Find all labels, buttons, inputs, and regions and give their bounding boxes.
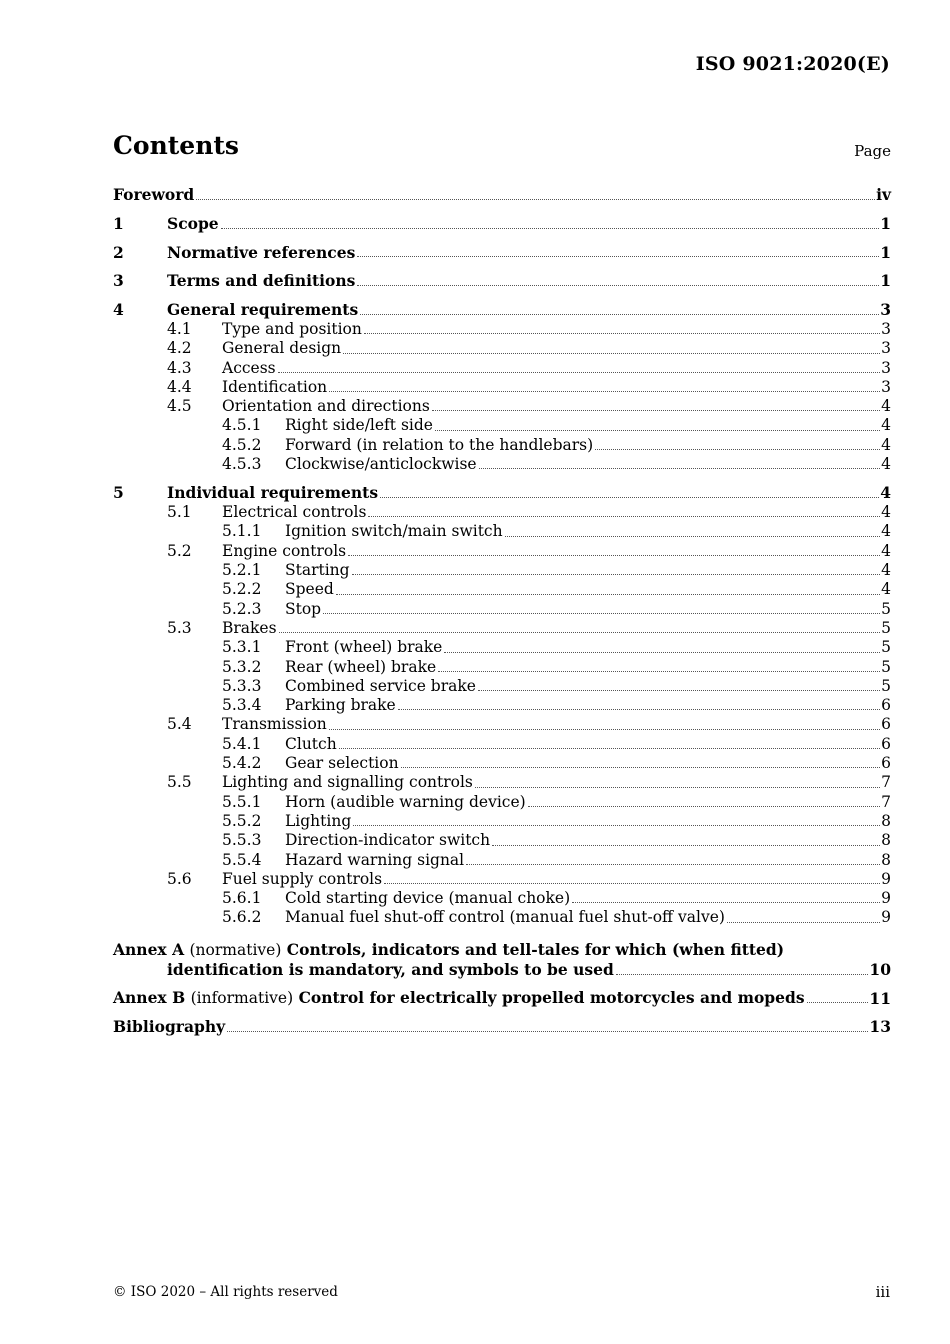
- toc-entry-title: Cold starting device (manual choke): [285, 889, 571, 908]
- dot-leader: [384, 882, 880, 884]
- toc-entry-page: 6: [881, 734, 891, 753]
- toc-entry-title: Ignition switch/main switch: [285, 522, 503, 541]
- toc-entry[interactable]: [113, 851, 891, 870]
- dot-leader: [357, 284, 879, 286]
- toc-entry-title: Terms and definitions: [167, 271, 356, 291]
- toc-entry[interactable]: [113, 214, 891, 234]
- dot-leader: [364, 332, 880, 334]
- dot-leader: [278, 371, 880, 373]
- toc-entry-page: 4: [881, 503, 891, 522]
- dot-leader: [807, 1001, 869, 1003]
- toc-entry-page: 4: [881, 580, 891, 599]
- toc-entry-title: Hazard warning signal: [285, 850, 465, 869]
- dot-leader: [227, 1030, 868, 1032]
- toc-entry-title: Transmission: [222, 715, 327, 734]
- toc-entry[interactable]: [113, 696, 891, 715]
- dot-leader: [475, 786, 880, 788]
- toc-entry-title: Scope: [167, 213, 219, 233]
- document-reference: ISO 9021:2020(E): [695, 53, 890, 75]
- dot-leader: [492, 844, 880, 846]
- dot-leader: [329, 728, 880, 730]
- toc-entry-page: 4: [881, 435, 891, 454]
- dot-leader: [353, 824, 880, 826]
- toc-entry[interactable]: [113, 908, 891, 927]
- toc-entry-title: Speed: [285, 580, 334, 599]
- toc-entry-title: Electrical controls: [222, 503, 367, 522]
- toc-entry-title: Parking brake: [285, 696, 396, 715]
- toc-entry-page: iv: [876, 185, 891, 204]
- toc-entry[interactable]: [113, 773, 891, 792]
- dot-leader: [444, 651, 880, 653]
- toc-entry-title: Rear (wheel) brake: [285, 657, 437, 676]
- toc-entry-title: Gear selection: [285, 754, 399, 773]
- dot-leader: [528, 805, 880, 807]
- toc-entry-title: Direction-indicator switch: [285, 831, 491, 850]
- toc-entry-page: 4: [881, 541, 891, 560]
- annex-title: Controls, indicators and tell-tales for which (when fitted): [286, 939, 785, 959]
- footer-copyright: © ISO 2020 – All rights reserved: [113, 1284, 338, 1300]
- toc-entry[interactable]: [113, 243, 891, 263]
- toc-entry[interactable]: [113, 715, 891, 734]
- toc-entry[interactable]: [113, 831, 891, 850]
- toc-entry[interactable]: [113, 658, 891, 677]
- bibliography-title: Bibliography: [113, 1017, 226, 1037]
- toc-entry-page: 5: [881, 657, 891, 676]
- toc-entry-number: 4.2: [167, 339, 192, 358]
- toc-entry[interactable]: [113, 638, 891, 657]
- toc-entry-page: 6: [881, 715, 891, 734]
- toc-entry-title: Horn (audible warning device): [285, 792, 526, 811]
- toc-entry-number: 4.4: [167, 377, 192, 396]
- toc-entry-page: 8: [881, 850, 891, 869]
- toc-entry-number: 5.1.1: [222, 522, 262, 541]
- toc-entry[interactable]: [113, 542, 891, 561]
- toc-entry-page: 10: [869, 960, 891, 980]
- toc-entry[interactable]: [113, 503, 891, 522]
- toc-entry[interactable]: [113, 271, 891, 291]
- dot-leader: [479, 467, 881, 469]
- toc-entry-number: 5.4: [167, 715, 192, 734]
- toc-entry[interactable]: [113, 359, 891, 378]
- annex-a-line1: [113, 940, 891, 961]
- dot-leader: [478, 689, 880, 691]
- dot-leader: [466, 863, 880, 865]
- toc-entry-page: 8: [881, 831, 891, 850]
- toc-entry[interactable]: [113, 483, 891, 503]
- annex-label: Annex B: [113, 987, 186, 1007]
- toc-entry-number: 4: [113, 300, 124, 320]
- toc-entry-number: 5.3.1: [222, 638, 262, 657]
- toc-entry-title: Identification: [222, 377, 328, 396]
- toc-entry-number: 1: [113, 213, 124, 233]
- toc-entry-page: 5: [881, 618, 891, 637]
- toc-entry-page: 3: [881, 377, 891, 396]
- dot-leader: [398, 708, 880, 710]
- dot-leader: [380, 496, 879, 498]
- dot-leader: [221, 227, 880, 229]
- annex-b-heading: [113, 988, 805, 1009]
- toc-entry-number: 5.3.2: [222, 657, 262, 676]
- toc-entry-number: 5.2.1: [222, 561, 262, 580]
- annex-title: Control for electrically propelled motorcycles and mopeds: [298, 987, 805, 1007]
- toc-entry[interactable]: [113, 416, 891, 435]
- toc-entry-page: 1: [880, 213, 891, 233]
- dot-leader: [348, 554, 880, 556]
- page-column-label: Page: [854, 142, 891, 160]
- toc-entry-number: 5.4.1: [222, 734, 262, 753]
- dot-leader: [505, 535, 881, 537]
- dot-leader: [616, 973, 869, 975]
- toc-entry-page: 3: [881, 358, 891, 377]
- toc-entry[interactable]: [113, 793, 891, 812]
- toc-entry-title: Individual requirements: [167, 483, 379, 503]
- toc-entry[interactable]: [113, 455, 891, 474]
- annex-a-line2: [113, 960, 891, 980]
- toc-entry-page: 1: [880, 271, 891, 291]
- dot-leader: [196, 198, 875, 200]
- toc-entry-page: 11: [869, 988, 891, 1008]
- toc-entry-page: 3: [880, 300, 891, 320]
- toc-entry-page: 6: [881, 754, 891, 773]
- dot-leader: [279, 631, 881, 633]
- dot-leader: [339, 747, 880, 749]
- toc-annex-b[interactable]: [113, 989, 891, 1009]
- toc-entry-number: 5.5.4: [222, 850, 262, 869]
- toc-entry-number: 5.3: [167, 618, 192, 637]
- toc-entry-page: 4: [881, 416, 891, 435]
- toc-entry[interactable]: [113, 339, 891, 358]
- toc-entry-number: 5.1: [167, 503, 192, 522]
- toc-entry-title: Stop: [285, 599, 322, 618]
- toc-entry-page: 4: [881, 455, 891, 474]
- toc-entry-number: 4.3: [167, 358, 192, 377]
- toc-entry[interactable]: [113, 754, 891, 773]
- dot-leader: [368, 515, 880, 517]
- toc-entry-page: 13: [869, 1017, 891, 1037]
- toc-entry-title: General requirements: [167, 300, 359, 320]
- toc-entry-title: Access: [222, 358, 276, 377]
- dot-leader: [432, 409, 880, 411]
- dot-leader: [336, 593, 880, 595]
- toc-entry[interactable]: [113, 320, 891, 339]
- toc-entry-number: 2: [113, 242, 124, 262]
- toc-entry[interactable]: [113, 378, 891, 397]
- dot-leader: [435, 429, 880, 431]
- toc-entry-number: 4.5: [167, 397, 192, 416]
- dot-leader: [329, 390, 880, 392]
- dot-leader: [323, 612, 880, 614]
- toc-entry[interactable]: [113, 397, 891, 416]
- toc-entry-title: Brakes: [222, 618, 277, 637]
- toc-entry-number: 5.5.3: [222, 831, 262, 850]
- dot-leader: [343, 352, 880, 354]
- toc-entry-number: 5.4.2: [222, 754, 262, 773]
- toc-entry-page: 5: [881, 676, 891, 695]
- toc-entry-title: Normative references: [167, 242, 356, 262]
- toc-entry-title: Right side/left side: [285, 416, 433, 435]
- toc-entry-number: 5.2.2: [222, 580, 262, 599]
- toc-entry-number: 4.1: [167, 319, 192, 338]
- toc-annex-a[interactable]: [113, 940, 891, 980]
- dot-leader: [360, 313, 879, 315]
- toc-entry-title: Forward (in relation to the handlebars): [285, 435, 594, 454]
- toc-entry-page: 5: [881, 638, 891, 657]
- toc-entry-number: 5.6.2: [222, 908, 262, 927]
- toc-entry[interactable]: [113, 889, 891, 908]
- toc-entry-number: 3: [113, 271, 124, 291]
- toc-entry[interactable]: [113, 300, 891, 320]
- toc-entry-page: 4: [881, 397, 891, 416]
- toc-entry-page: 9: [881, 869, 891, 888]
- table-of-contents: [113, 185, 891, 1037]
- toc-entry-title: Type and position: [222, 319, 362, 338]
- toc-entry-title: Engine controls: [222, 541, 347, 560]
- toc-entry[interactable]: [113, 677, 891, 696]
- toc-entry-number: 5.6.1: [222, 889, 262, 908]
- toc-entry-page: 4: [881, 561, 891, 580]
- toc-entry[interactable]: [113, 619, 891, 638]
- toc-entry-number: 5.5: [167, 773, 192, 792]
- toc-entry[interactable]: [113, 600, 891, 619]
- toc-entry-title: General design: [222, 339, 342, 358]
- toc-entry[interactable]: [113, 436, 891, 455]
- toc-entry[interactable]: [113, 870, 891, 889]
- toc-entry-number: 4.5.3: [222, 455, 262, 474]
- annex-type: (normative): [189, 940, 282, 959]
- footer-page-number: iii: [875, 1283, 890, 1301]
- toc-entry-number: 5.2: [167, 541, 192, 560]
- contents-title: Contents: [113, 131, 240, 160]
- toc-entry[interactable]: [113, 522, 891, 541]
- toc-entry-title: Starting: [285, 561, 350, 580]
- toc-entry-title: Clockwise/anticlockwise: [285, 455, 477, 474]
- dot-leader: [438, 670, 880, 672]
- toc-entry-title: Lighting and signalling controls: [222, 773, 473, 792]
- toc-entry-title: Manual fuel shut-off control (manual fuel shut-off valve): [285, 908, 725, 927]
- toc-entry-page: 3: [881, 319, 891, 338]
- toc-entry-title: Fuel supply controls: [222, 869, 383, 888]
- toc-entry-number: 5.3.4: [222, 696, 262, 715]
- annex-title-cont: identification is mandatory, and symbols to be used: [167, 960, 614, 980]
- annex-type: (informative): [190, 988, 294, 1007]
- toc-entry-title: Combined service brake: [285, 676, 476, 695]
- toc-entry[interactable]: [113, 580, 891, 599]
- toc-entry-page: 1: [880, 242, 891, 262]
- dot-leader: [727, 921, 880, 923]
- dot-leader: [357, 255, 879, 257]
- toc-entry[interactable]: [113, 812, 891, 831]
- toc-entry-page: 9: [881, 908, 891, 927]
- toc-entry-title: Lighting: [285, 811, 352, 830]
- dot-leader: [572, 901, 880, 903]
- toc-entry-page: 7: [881, 773, 891, 792]
- dot-leader: [352, 573, 881, 575]
- toc-entry[interactable]: [113, 185, 891, 205]
- toc-entry-title: Clutch: [285, 734, 337, 753]
- toc-entry[interactable]: [113, 561, 891, 580]
- toc-bibliography[interactable]: [113, 1017, 891, 1037]
- annex-label: Annex A: [113, 939, 185, 959]
- toc-entry-number: 4.5.2: [222, 435, 262, 454]
- toc-entry-number: 5.6: [167, 869, 192, 888]
- toc-entry-title: Front (wheel) brake: [285, 638, 443, 657]
- toc-entry-page: 5: [881, 599, 891, 618]
- toc-entry-page: 4: [881, 522, 891, 541]
- toc-entry-page: 3: [881, 339, 891, 358]
- toc-entry-page: 8: [881, 811, 891, 830]
- toc-entry-number: 5.2.3: [222, 599, 262, 618]
- toc-entry-title: Foreword: [113, 185, 195, 204]
- toc-entry-page: 6: [881, 696, 891, 715]
- dot-leader: [595, 448, 880, 450]
- toc-entry-page: 4: [880, 483, 891, 503]
- dot-leader: [401, 766, 881, 768]
- toc-entry-number: 5.5.1: [222, 792, 262, 811]
- toc-entry-number: 5.5.2: [222, 811, 262, 830]
- toc-entry-number: 5.3.3: [222, 676, 262, 695]
- toc-entry-page: 7: [881, 792, 891, 811]
- toc-entry[interactable]: [113, 735, 891, 754]
- toc-entry-page: 9: [881, 889, 891, 908]
- toc-entry-number: 4.5.1: [222, 416, 262, 435]
- toc-entry-number: 5: [113, 483, 124, 503]
- toc-entry-title: Orientation and directions: [222, 397, 430, 416]
